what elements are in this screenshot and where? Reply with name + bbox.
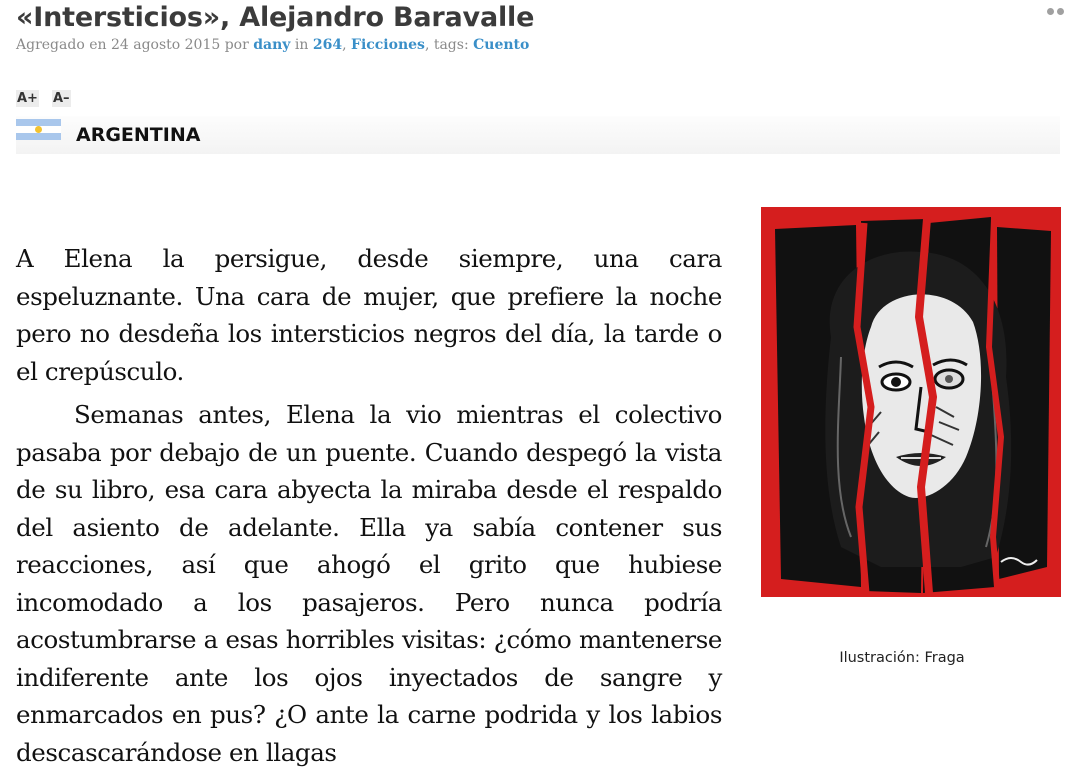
font-decrease-button[interactable]: A– bbox=[53, 91, 70, 106]
meta-prefix: Agregado en 24 agosto 2015 por bbox=[16, 37, 249, 53]
print-icon[interactable] bbox=[1047, 8, 1054, 15]
story-paragraph-2: Semanas antes, Elena la vio mientras el colectivo pasaba por debajo de un puente. Cuando despegó la vista de su libro, esa cara abyecta la miraba desde el respaldo del asiento de adelante. Ella ya sabía contener sus reacciones, así que ahogó el grito que hubiese incomodado a los pasajeros. Pero nunca podría acostumbrarse a esas horribles visitas: ¿cómo mantenerse indiferente ante los ojos inyectados de sangre y enmarcados en pus? ¿O ante la carne podrida y los labios descascarándose en llagas bbox=[16, 400, 722, 767]
author-link[interactable]: dany bbox=[253, 37, 291, 53]
font-increase-button[interactable]: A+ bbox=[17, 91, 38, 106]
category-link-ficciones[interactable]: Ficciones bbox=[351, 37, 425, 53]
share-icons[interactable] bbox=[1047, 8, 1064, 15]
category-link-264[interactable]: 264 bbox=[312, 37, 343, 53]
tag-link-cuento[interactable]: Cuento bbox=[473, 37, 530, 53]
story-paragraph-1: A Elena la persigue, desde siempre, una cara espeluznante. Una cara de mujer, que prefiere la noche pero no desdeña los intersticios negros del día, la tarde o el crepúsculo. bbox=[16, 244, 722, 386]
country-name: ARGENTINA bbox=[76, 124, 201, 146]
tags-label: , tags: bbox=[424, 37, 469, 53]
email-icon[interactable] bbox=[1057, 8, 1064, 15]
illustration-caption: Ilustración: Fraga bbox=[839, 650, 965, 666]
argentina-flag-icon bbox=[16, 119, 61, 140]
category-separator: , bbox=[342, 37, 347, 53]
in-label: in bbox=[294, 37, 309, 53]
country-bar bbox=[16, 116, 1060, 154]
illustration-image bbox=[761, 207, 1061, 597]
story-body bbox=[16, 240, 722, 777]
post-meta bbox=[16, 37, 529, 53]
post-title: «Intersticios», Alejandro Baravalle bbox=[16, 2, 535, 33]
